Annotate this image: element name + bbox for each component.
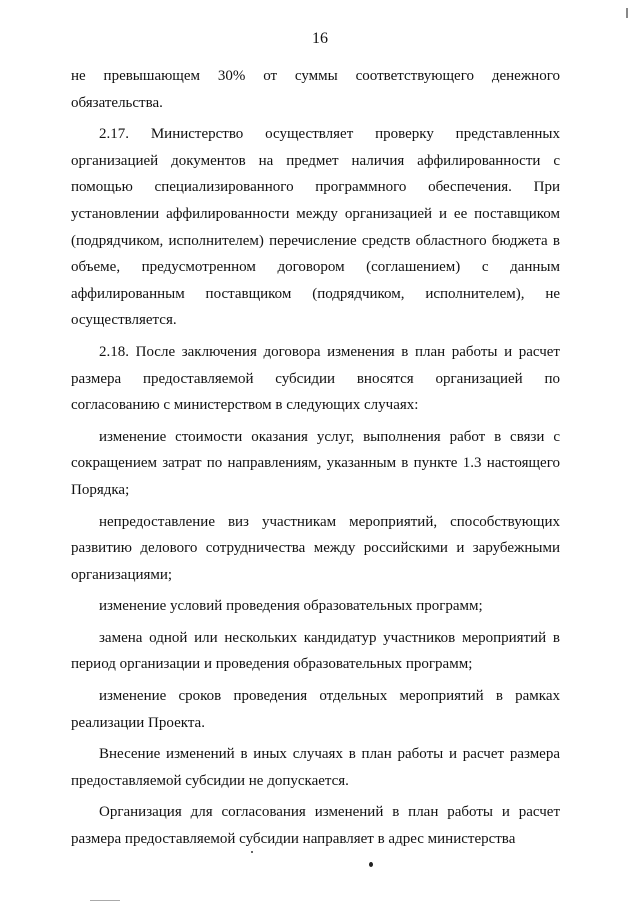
list-item-visa-refusal: непредоставление виз участникам мероприятий, способствующих развитию делового сотрудничества между российскими и зарубежными организациями; [71, 513, 560, 583]
paragraph-2-17: 2.17. Министерство осуществляет проверку представленных организацией документов на предмет наличия аффилированности с помощью специализированного программного обеспечения. При установлении аффилированности между организацией и ее поставщиком (подрядчиком, исполнителем) перечисление средств областного бюджета в объеме, предусмотренном договором (соглашением) с данным аффилированным поставщиком (подрядчиком, исполнителем), не осуществляется. [71, 126, 560, 329]
paragraph-other-changes: Внесение изменений в иных случаях в план работы и расчет размера предоставляемой субсидии не допускается. [71, 746, 560, 789]
list-item-program-conditions: изменение условий проведения образовательных программ; [99, 598, 483, 615]
document-body [71, 63, 560, 858]
list-item-participant-replacement: замена одной или нескольких кандидатур участников мероприятий в период организации и проведения образовательных программ; [71, 629, 560, 673]
paragraph-continuation: не превышающем 30% от суммы соответствующего денежного обязательства. [71, 68, 560, 111]
paragraph-approval-request: Организация для согласования изменений в план работы и расчет размера предоставляемой субсидии направляет в адрес министерства [71, 804, 560, 848]
list-item-schedule-change: изменение сроков проведения отдельных мероприятий в рамках реализации Проекта. [71, 688, 560, 731]
scan-edge-mark [626, 8, 628, 18]
list-item-cost-change: изменение стоимости оказания услуг, выполнения работ в связи с сокращением затрат по направлениям, указанным в пункте 1.3 настоящего Порядка; [71, 428, 560, 498]
scan-dot [369, 862, 373, 867]
paragraph-2-18: 2.18. После заключения договора изменения в план работы и расчет размера предоставляемой субсидии вносятся организацией по согласованию с министерством в следующих случаях: [71, 343, 560, 414]
scan-bottom-line [90, 900, 120, 901]
scan-speck [251, 851, 253, 853]
page-number: 16 [312, 30, 328, 47]
